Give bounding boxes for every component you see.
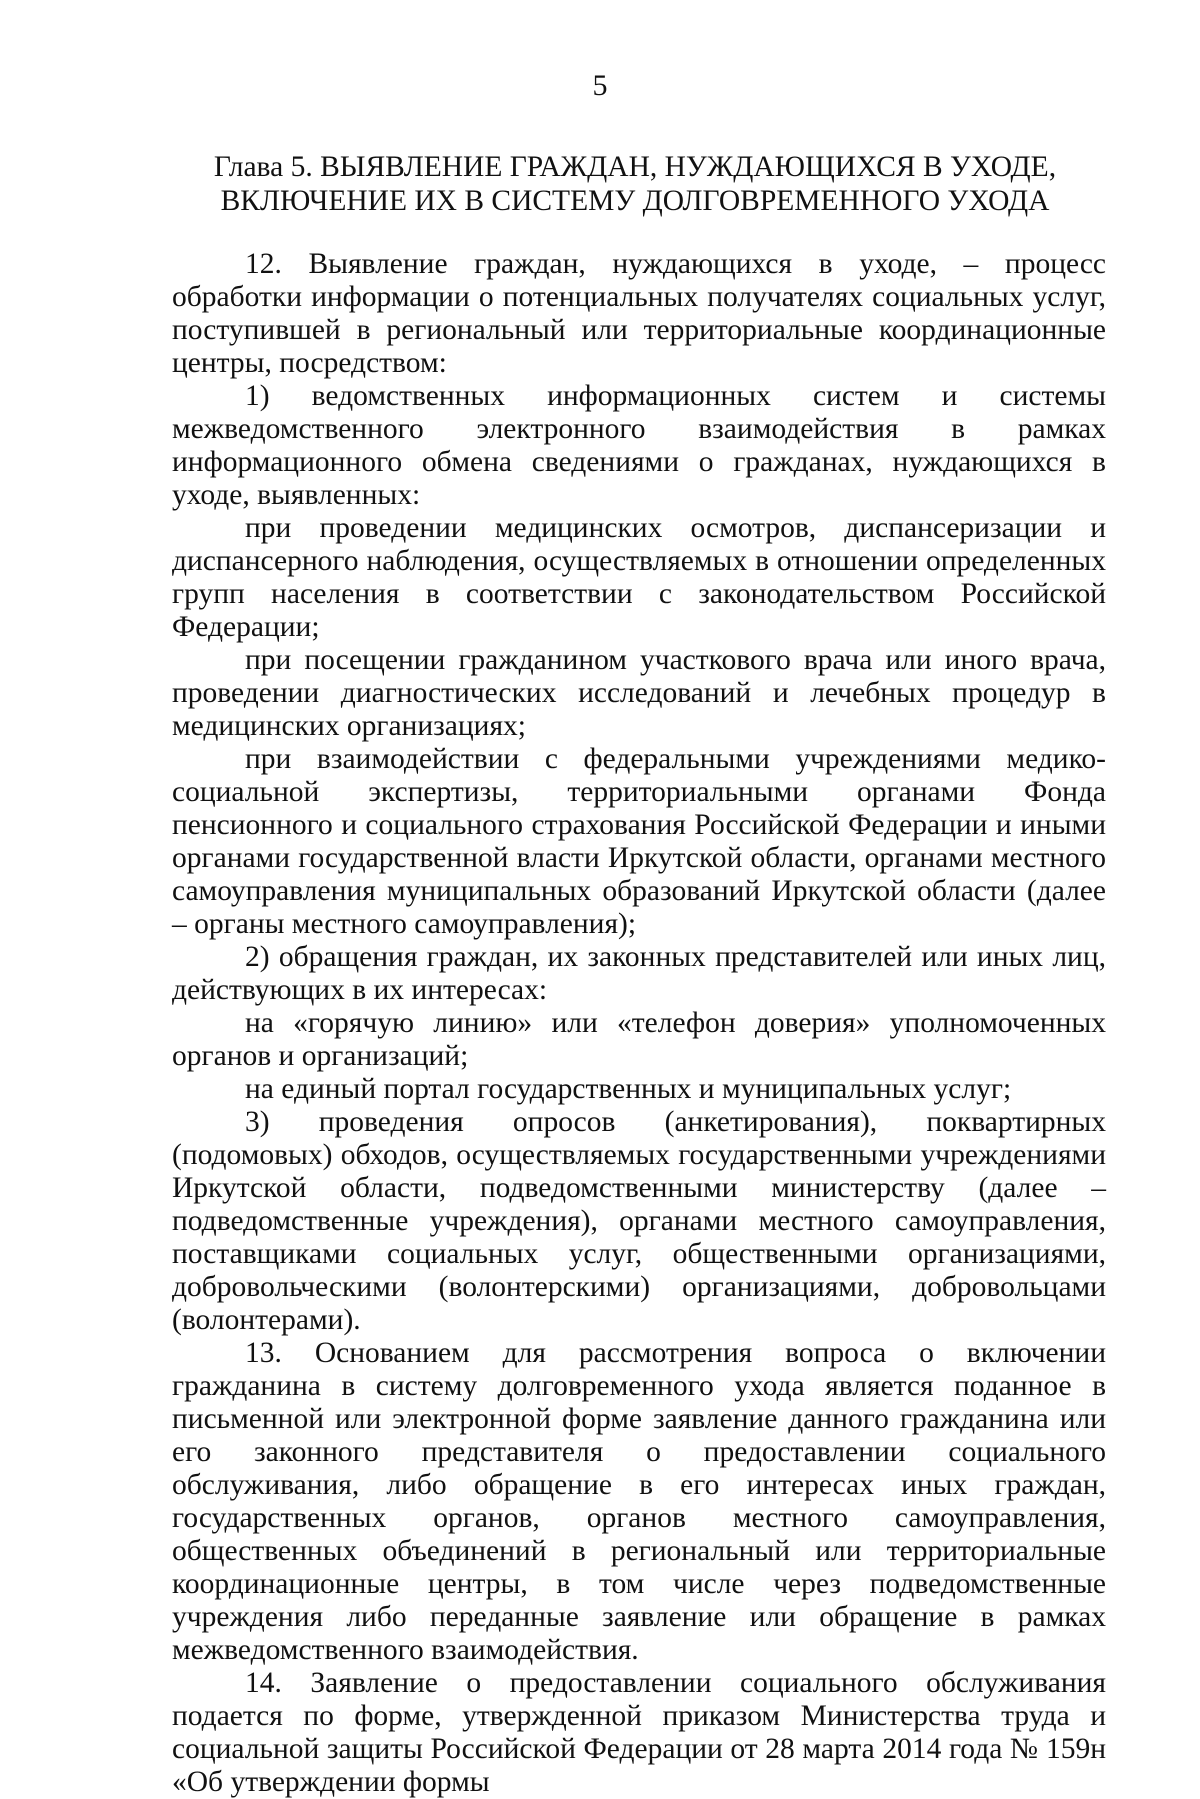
paragraph-portal: на единый портал государственных и муниципальных услуг; xyxy=(245,1073,1012,1105)
chapter-title xyxy=(170,150,1100,218)
paragraph-interaction-agencies: при взаимодействии с федеральными учреждениями медико-социальной экспертизы, территориальными органами Фонда пенсионного и социального страхования Российской Федерации и иными органами государственной власти Иркутской области, органами местного самоуправления муниципальных образований Иркутской области (далее – органы местного самоуправления); xyxy=(172,743,1106,940)
paragraph-hotline: на «горячую линию» или «телефон доверия» уполномоченных органов и организаций; xyxy=(172,1007,1106,1072)
chapter-title-line-2: ВКЛЮЧЕНИЕ ИХ В СИСТЕМУ ДОЛГОВРЕМЕННОГО УХОДА xyxy=(220,185,1050,217)
paragraph-13: 13. Основанием для рассмотрения вопроса о включении гражданина в систему долговременного ухода является поданное в письменной или электронной форме заявление данного гражданина или его законного представителя о предоставлении социального обслуживания, либо обращение в его интересах иных граждан, государственных органов, органов местного самоуправления, общественных объединений в региональный или территориальные координационные центры, в том числе через подведомственные учреждения либо переданные заявление или обращение в рамках межведомственного взаимодействия. xyxy=(172,1337,1106,1666)
paragraph-12-item-1: 1) ведомственных информационных систем и системы межведомственного электронного взаимодействия в рамках информационного обмена сведениями о гражданах, нуждающихся в уходе, выявленных: xyxy=(172,380,1106,511)
document-body xyxy=(172,248,1106,1799)
chapter-title-line-1: Глава 5. ВЫЯВЛЕНИЕ ГРАЖДАН, НУЖДАЮЩИХСЯ В УХОДЕ, xyxy=(213,151,1057,183)
paragraph-doctor-visit: при посещении гражданином участкового врача или иного врача, проведении диагностических исследований и лечебных процедур в медицинских организациях; xyxy=(172,644,1106,742)
paragraph-14: 14. Заявление о предоставлении социального обслуживания подается по форме, утвержденной приказом Министерства труда и социальной защиты Российской Федерации от 28 марта 2014 года № 159н «Об утверждении формы xyxy=(172,1667,1106,1798)
paragraph-12-item-3: 3) проведения опросов (анкетирования), поквартирных (подомовых) обходов, осуществляемых государственными учреждениями Иркутской области, подведомственными министерству (далее – подведомственные учреждения), органами местного самоуправления, поставщиками социальных услуг, общественными организациями, добровольческими (волонтерскими) организациями, добровольцами (волонтерами). xyxy=(172,1106,1106,1336)
paragraph-12: 12. Выявление граждан, нуждающихся в уходе, – процесс обработки информации о потенциальных получателях социальных услуг, поступившей в региональный или территориальные координационные центры, посредством: xyxy=(172,248,1106,379)
paragraph-medical-examinations: при проведении медицинских осмотров, диспансеризации и диспансерного наблюдения, осуществляемых в отношении определенных групп населения в соответствии с законодательством Российской Федерации; xyxy=(172,512,1106,643)
page-number: 5 xyxy=(592,69,608,102)
paragraph-12-item-2: 2) обращения граждан, их законных представителей или иных лиц, действующих в их интересах: xyxy=(172,941,1106,1006)
